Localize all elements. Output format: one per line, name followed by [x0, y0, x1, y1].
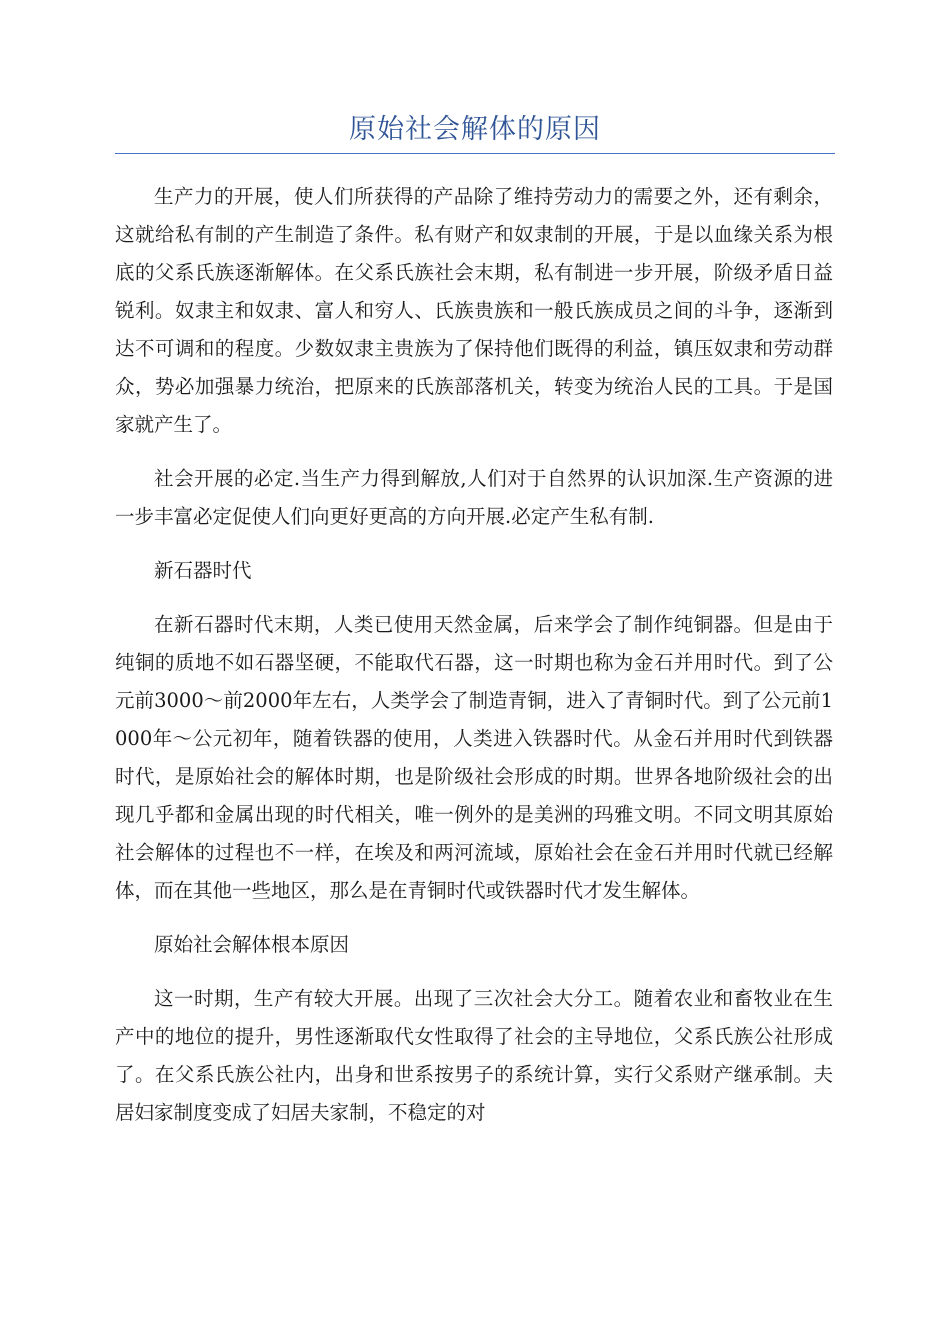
- document-body: [115, 178, 833, 1148]
- paragraph-3: 在新石器时代末期，人类已使用天然金属，后来学会了制作纯铜器。但是由于纯铜的质地不如石器坚硬，不能取代石器，这一时期也称为金石并用时代。到了公元前3000～前2000年左右，人类学会了制造青铜，进入了青铜时代。到了公元前1000年～公元初年，随着铁器的使用，人类进入铁器时代。从金石并用时代到铁器时代，是原始社会的解体时期，也是阶级社会形成的时期。世界各地阶级社会的出现几乎都和金属出现的时代相关，唯一例外的是美洲的玛雅文明。不同文明其原始社会解体的过程也不一样，在埃及和两河流域，原始社会在金石并用时代就已经解体，而在其他一些地区，那么是在青铜时代或铁器时代才发生解体。: [115, 613, 833, 902]
- paragraph-4: 这一时期，生产有较大开展。出现了三次社会大分工。随着农业和畜牧业在生产中的地位的提升，男性逐渐取代女性取得了社会的主导地位，父系氏族公社形成了。在父系氏族公社内，出身和世系按男子的系统计算，实行父系财产继承制。夫居妇家制度变成了妇居夫家制，不稳定的对: [115, 987, 833, 1124]
- paragraph-1: 生产力的开展，使人们所获得的产品除了维持劳动力的需要之外，还有剩余，这就给私有制的产生制造了条件。私有财产和奴隶制的开展，于是以血缘关系为根底的父系氏族逐渐解体。在父系氏族社会末期，私有制进一步开展，阶级矛盾日益锐利。奴隶主和奴隶、富人和穷人、氏族贵族和一般氏族成员之间的斗争，逐渐到达不可调和的程度。少数奴隶主贵族为了保持他们既得的利益，镇压奴隶和劳动群众，势必加强暴力统治，把原来的氏族部落机关，转变为统治人民的工具。于是国家就产生了。: [115, 185, 833, 436]
- paragraph-2: 社会开展的必定.当生产力得到解放,人们对于自然界的认识加深.生产资源的进一步丰富必定促使人们向更好更高的方向开展.必定产生私有制.: [115, 467, 833, 528]
- title-underline: [115, 153, 835, 154]
- section-heading-neolithic: 新石器时代: [154, 559, 252, 582]
- document-title: 原始社会解体的原因: [349, 114, 601, 145]
- section-heading-root-cause: 原始社会解体根本原因: [154, 933, 350, 956]
